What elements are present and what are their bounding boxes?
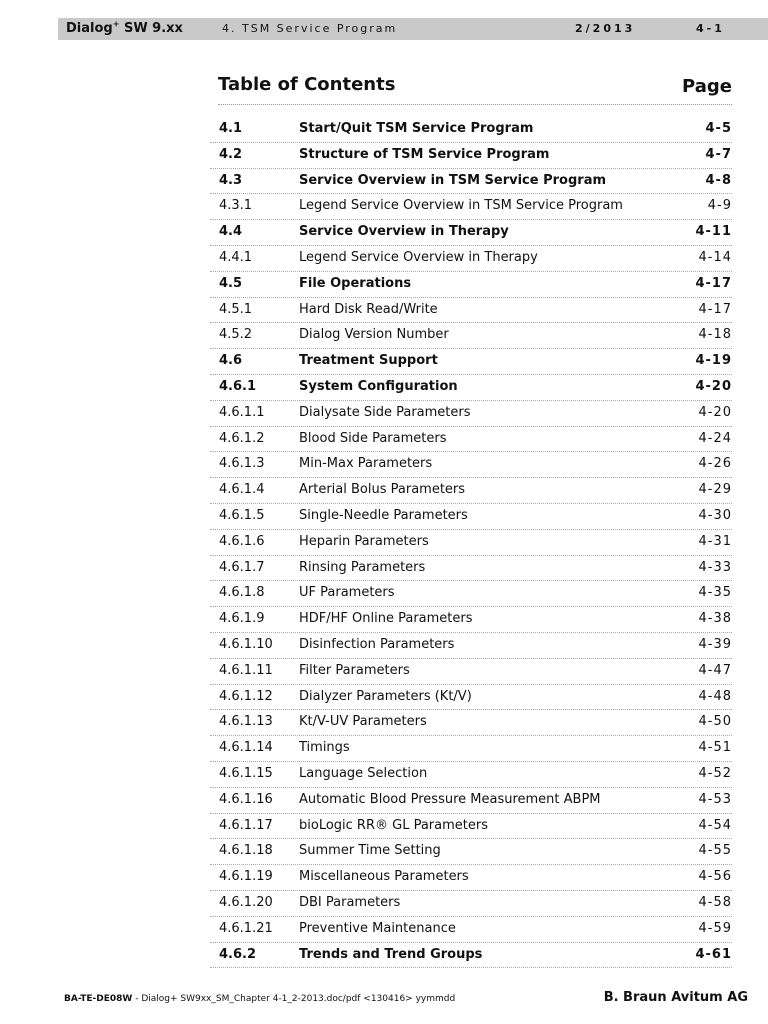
toc-entry-title: Trends and Trend Groups [299, 946, 483, 962]
page-header [58, 18, 768, 40]
toc-entry-num: 4.6.1.21 [219, 920, 273, 936]
toc-entry[interactable] [210, 659, 732, 685]
toc-entry-title: Miscellaneous Parameters [299, 869, 469, 885]
toc-entry-num: 4.4.1 [219, 249, 253, 265]
toc-entry-num: 4.1 [219, 121, 243, 136]
toc-entry[interactable] [210, 814, 732, 840]
toc-entry-page: 4-29 [698, 482, 732, 498]
toc-entry-num: 4.6.1.10 [219, 636, 273, 652]
toc-entry-page: 4-55 [698, 843, 732, 859]
footer-document-info [64, 994, 455, 1004]
toc-entry-num: 4.6.1.8 [219, 585, 265, 601]
toc-entry-num: 4.6.1.3 [219, 456, 265, 472]
toc-entry-num: 4.6.1.1 [219, 404, 265, 420]
toc-entry-title: Disinfection Parameters [299, 636, 455, 652]
toc-entry-num: 4.6.1.18 [219, 843, 273, 859]
toc-entry[interactable] [210, 246, 732, 272]
toc-entry[interactable] [210, 298, 732, 324]
toc-entry-num: 4.6.1.19 [219, 869, 273, 885]
toc-heading [218, 74, 732, 105]
toc-entry[interactable] [210, 349, 732, 375]
footer-company: B. Braun Avitum AG [603, 990, 748, 1005]
toc-entry-num: 4.6.1.13 [219, 714, 273, 730]
toc-entry[interactable] [210, 710, 732, 736]
toc-entry-num: 4.6.1.14 [219, 740, 273, 756]
toc-entry-page: 4-61 [695, 946, 732, 962]
toc-entry-num: 4.3 [219, 172, 243, 188]
toc-entry[interactable] [210, 762, 732, 788]
toc-entry-page: 4-38 [698, 611, 732, 627]
toc-entry-num: 4.6.2 [219, 946, 257, 962]
toc-entry-num: 4.6.1.6 [219, 533, 265, 549]
toc-entry-title: Hard Disk Read/Write [299, 301, 438, 317]
toc-entry-title: Summer Time Setting [299, 843, 441, 859]
toc-entry-num: 4.6.1.17 [219, 817, 273, 833]
toc-entry[interactable] [210, 143, 732, 169]
toc-entry[interactable] [210, 865, 732, 891]
toc-entry[interactable] [210, 581, 732, 607]
toc-entry-page: 4-59 [698, 920, 732, 936]
header-date: 2/2013 [575, 22, 636, 35]
toc-entry[interactable] [210, 556, 732, 582]
toc-entry[interactable] [210, 943, 732, 969]
toc-entry[interactable] [210, 401, 732, 427]
toc-entry-num: 4.3.1 [219, 198, 253, 214]
toc-entry[interactable] [210, 272, 732, 298]
toc-entry[interactable] [210, 788, 732, 814]
toc-entry[interactable] [210, 839, 732, 865]
toc-entry-title: Arterial Bolus Parameters [299, 482, 466, 498]
toc-entry-title: DBI Parameters [299, 894, 401, 910]
header-product: Dialog+ SW 9.xx [66, 19, 183, 36]
toc-entry-page: 4-52 [698, 765, 732, 781]
toc-entry-title: Start/Quit TSM Service Program [299, 121, 534, 136]
toc-entry-page: 4-58 [698, 894, 732, 910]
toc-entry-page: 4-24 [698, 430, 732, 446]
toc-entry-page: 4-56 [698, 869, 732, 885]
header-page-number: 4-1 [696, 22, 725, 35]
toc-entry[interactable] [210, 530, 732, 556]
toc-entry-num: 4.6.1.15 [219, 765, 273, 781]
toc-entry-title: Service Overview in Therapy [299, 224, 509, 240]
toc-entry[interactable] [210, 504, 732, 530]
toc-entry-page: 4-20 [695, 378, 732, 394]
toc-entry-page: 4-35 [698, 585, 732, 601]
toc-entry[interactable] [210, 375, 732, 401]
toc-entry-title: HDF/HF Online Parameters [299, 611, 473, 627]
toc-entry-title: System Configuration [299, 378, 458, 394]
toc-entry-title: Automatic Blood Pressure Measurement ABPM [299, 791, 601, 807]
toc-entry-num: 4.6.1.12 [219, 688, 273, 704]
toc-entry-page: 4-39 [698, 636, 732, 652]
toc-entry-page: 4-31 [698, 533, 732, 549]
toc-entry[interactable] [210, 169, 732, 195]
toc-entry-num: 4.6.1.20 [219, 894, 273, 910]
toc-entry[interactable] [210, 685, 732, 711]
toc-entry-title: Timings [299, 740, 350, 756]
toc-entry-page: 4-48 [698, 688, 732, 704]
toc-entry-title: Dialog Version Number [299, 327, 449, 343]
toc-entry-title: Structure of TSM Service Program [299, 146, 550, 162]
footer-doc-details: - Dialog+ SW9xx_SM_Chapter 4-1_2-2013.doc/pdf <130416> yymmdd [132, 994, 456, 1004]
toc-entry-num: 4.5.1 [219, 301, 253, 317]
toc-entry-num: 4.6.1.11 [219, 662, 273, 678]
toc-entry-page: 4-9 [707, 198, 732, 214]
toc-entry-title: Preventive Maintenance [299, 920, 456, 936]
toc-entry-num: 4.6 [219, 353, 243, 369]
toc-entry-num: 4.4 [219, 224, 243, 240]
toc-entry-title: Dialysate Side Parameters [299, 404, 471, 420]
toc-entry-page: 4-53 [698, 791, 732, 807]
toc-entry-page: 4-5 [705, 121, 732, 136]
toc-entry-page: 4-47 [698, 662, 732, 678]
toc-entry-title: Legend Service Overview in TSM Service Program [299, 198, 623, 214]
toc-entry-title: Rinsing Parameters [299, 559, 426, 575]
toc-entry[interactable] [210, 220, 732, 246]
toc-entry-title: Min-Max Parameters [299, 456, 433, 472]
toc-entry-page: 4-17 [695, 275, 732, 291]
toc-entry[interactable] [210, 427, 732, 453]
toc-entry-num: 4.6.1.16 [219, 791, 273, 807]
toc-entry-page: 4-20 [698, 404, 732, 420]
toc-entry-title: Heparin Parameters [299, 533, 429, 549]
toc-entry[interactable] [210, 194, 732, 220]
toc-entry-page: 4-14 [698, 249, 732, 265]
toc-entry-title: Filter Parameters [299, 662, 410, 678]
toc-entry-num: 4.6.1.2 [219, 430, 265, 446]
toc-entry-page: 4-18 [698, 327, 732, 343]
toc-entry-page: 4-26 [698, 456, 732, 472]
toc-entry[interactable] [210, 736, 732, 762]
toc-entry[interactable] [210, 117, 732, 143]
toc-entry-num: 4.5 [219, 275, 243, 291]
toc-entry-title: Service Overview in TSM Service Program [299, 172, 607, 188]
toc-entry[interactable] [210, 607, 732, 633]
toc-entry-num: 4.5.2 [219, 327, 253, 343]
toc-entry-title: Dialyzer Parameters (Kt/V) [299, 688, 472, 704]
header-chapter: 4. TSM Service Program [222, 22, 398, 35]
toc-entry-title: Single-Needle Parameters [299, 507, 468, 523]
toc-entry-num: 4.6.1 [219, 378, 257, 394]
toc-entry-page: 4-33 [698, 559, 732, 575]
toc-entry-page: 4-11 [695, 224, 732, 240]
toc-list [210, 117, 732, 968]
toc-entry-page: 4-30 [698, 507, 732, 523]
toc-entry-page: 4-17 [698, 301, 732, 317]
toc-entry-title: Treatment Support [299, 353, 438, 369]
toc-entry-page: 4-54 [698, 817, 732, 833]
footer-doc-code: BA-TE-DE08W [64, 994, 133, 1004]
toc-entry-page: 4-50 [698, 714, 732, 730]
toc-entry[interactable] [210, 917, 732, 943]
toc-entry-num: 4.6.1.5 [219, 507, 265, 523]
toc-page-label: Page [682, 76, 732, 97]
toc-entry-title: Legend Service Overview in Therapy [299, 249, 538, 265]
toc-entry-num: 4.6.1.7 [219, 559, 265, 575]
toc-entry-page: 4-19 [695, 353, 732, 369]
toc-entry[interactable] [210, 323, 732, 349]
toc-entry[interactable] [210, 478, 732, 504]
toc-title: Table of Contents [218, 74, 396, 95]
toc-entry[interactable] [210, 633, 732, 659]
toc-entry-title: Kt/V-UV Parameters [299, 714, 427, 730]
toc-entry-page: 4-7 [705, 146, 732, 162]
toc-entry-num: 4.2 [219, 146, 243, 162]
toc-entry-title: Blood Side Parameters [299, 430, 447, 446]
toc-entry-title: File Operations [299, 275, 412, 291]
toc-entry-title: bioLogic RR® GL Parameters [299, 817, 488, 833]
toc-entry[interactable] [210, 891, 732, 917]
toc-entry-page: 4-8 [705, 172, 732, 188]
toc-entry[interactable] [210, 452, 732, 478]
toc-entry-title: UF Parameters [299, 585, 395, 601]
toc-entry-page: 4-51 [698, 740, 732, 756]
toc-entry-title: Language Selection [299, 765, 428, 781]
toc-entry-num: 4.6.1.9 [219, 611, 265, 627]
toc-entry-num: 4.6.1.4 [219, 482, 265, 498]
